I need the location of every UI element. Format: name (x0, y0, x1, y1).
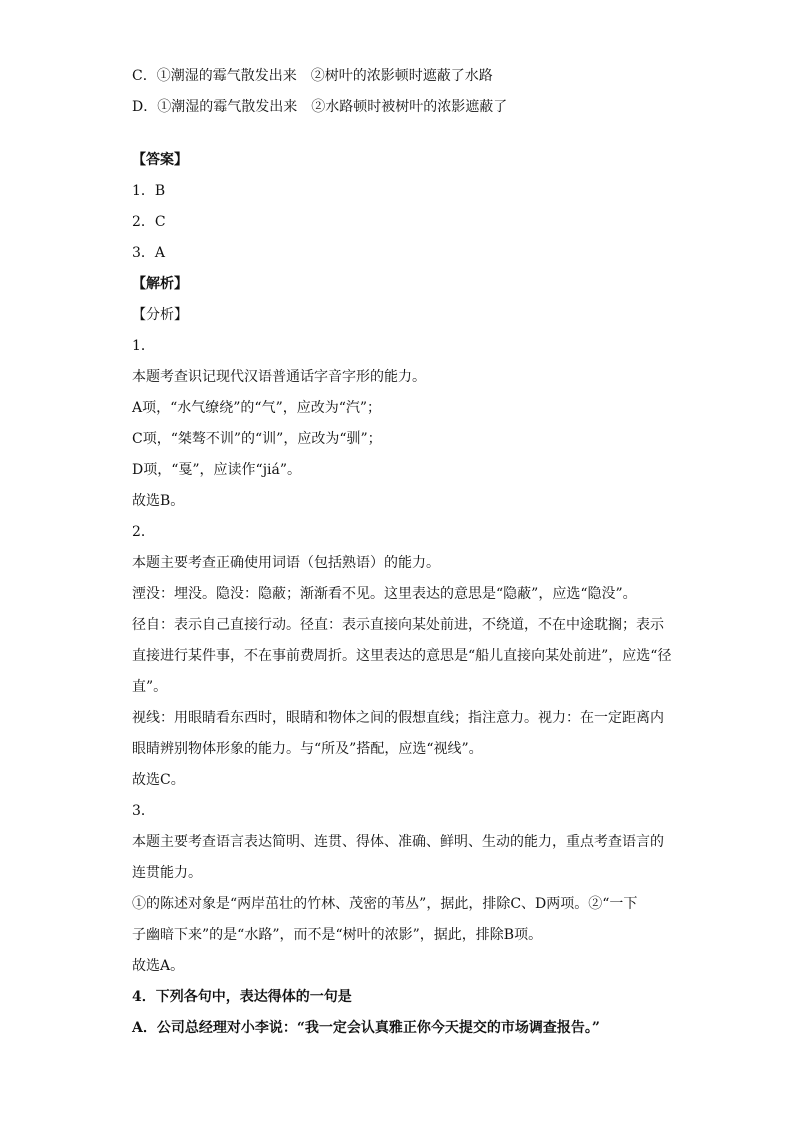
fenxi-heading: 【分析】 (132, 307, 188, 323)
q1-number: 1． (132, 338, 155, 354)
analysis-heading: 【解析】 (132, 276, 188, 292)
q1-item-c: C项，“桀骜不训”的“训”，应改为“驯”； (132, 431, 382, 447)
q2-para2-line1: 径自：表示自己直接行动。径直：表示直接向某处前进，不绕道，不在中途耽搁；表示 (132, 617, 664, 633)
answer-2: 2．C (132, 214, 166, 230)
q1-item-a: A项，“水气缭绕”的“气”，应改为“汽”； (132, 400, 382, 416)
q3-number: 3． (132, 803, 155, 819)
q3-conclusion: 故选A。 (132, 958, 185, 974)
q2-para3-line2: 眼睛辨别物体形象的能力。与“所及”搭配，应选“视线”。 (132, 741, 483, 757)
q1-conclusion: 故选B。 (132, 493, 185, 509)
q2-conclusion: 故选C。 (132, 772, 185, 788)
option-c-line: C．①潮湿的霉气散发出来 ②树叶的浓影顿时遮蔽了水路 (132, 68, 493, 84)
q4-option-a: A．公司总经理对小李说：“我一定会认真雅正你今天提交的市场调查报告。” (132, 1020, 600, 1036)
q2-para2-line3: 直”。 (132, 679, 168, 695)
answer-heading: 【答案】 (132, 152, 188, 168)
q4-question: 4．下列各句中，表达得体的一句是 (132, 989, 352, 1005)
q2-para1: 湮没：埋没。隐没：隐蔽；渐渐看不见。这里表达的意思是“隐蔽”，应选“隐没”。 (132, 586, 637, 602)
q2-number: 2． (132, 524, 155, 540)
answer-3: 3．A (132, 245, 166, 261)
q3-intro-line1: 本题主要考查语言表达简明、连贯、得体、准确、鲜明、生动的能力，重点考查语言的 (132, 834, 664, 850)
q2-para3-line1: 视线：用眼睛看东西时，眼睛和物体之间的假想直线；指注意力。视力：在一定距离内 (132, 710, 664, 726)
q2-intro: 本题主要考查正确使用词语（包括熟语）的能力。 (132, 555, 440, 571)
q1-item-d: D项，“戛”，应读作“jiá”。 (132, 462, 302, 478)
q3-para-line2: 子幽暗下来”的是“水路”，而不是“树叶的浓影”，据此，排除B项。 (132, 927, 543, 943)
q1-intro: 本题考查识记现代汉语普通话字音字形的能力。 (132, 369, 426, 385)
q2-para2-line2: 直接进行某件事，不在事前费周折。这里表达的意思是“船儿直接向某处前进”，应选“径 (132, 648, 672, 664)
answer-1: 1．B (132, 183, 166, 199)
q3-intro-line2: 连贯能力。 (132, 865, 202, 881)
q3-para-line1: ①的陈述对象是“两岸茁壮的竹林、茂密的苇丛”，据此，排除C、D两项。②“一下 (132, 896, 638, 912)
option-d-line: D．①潮湿的霉气散发出来 ②水路顿时被树叶的浓影遮蔽了 (132, 99, 508, 115)
